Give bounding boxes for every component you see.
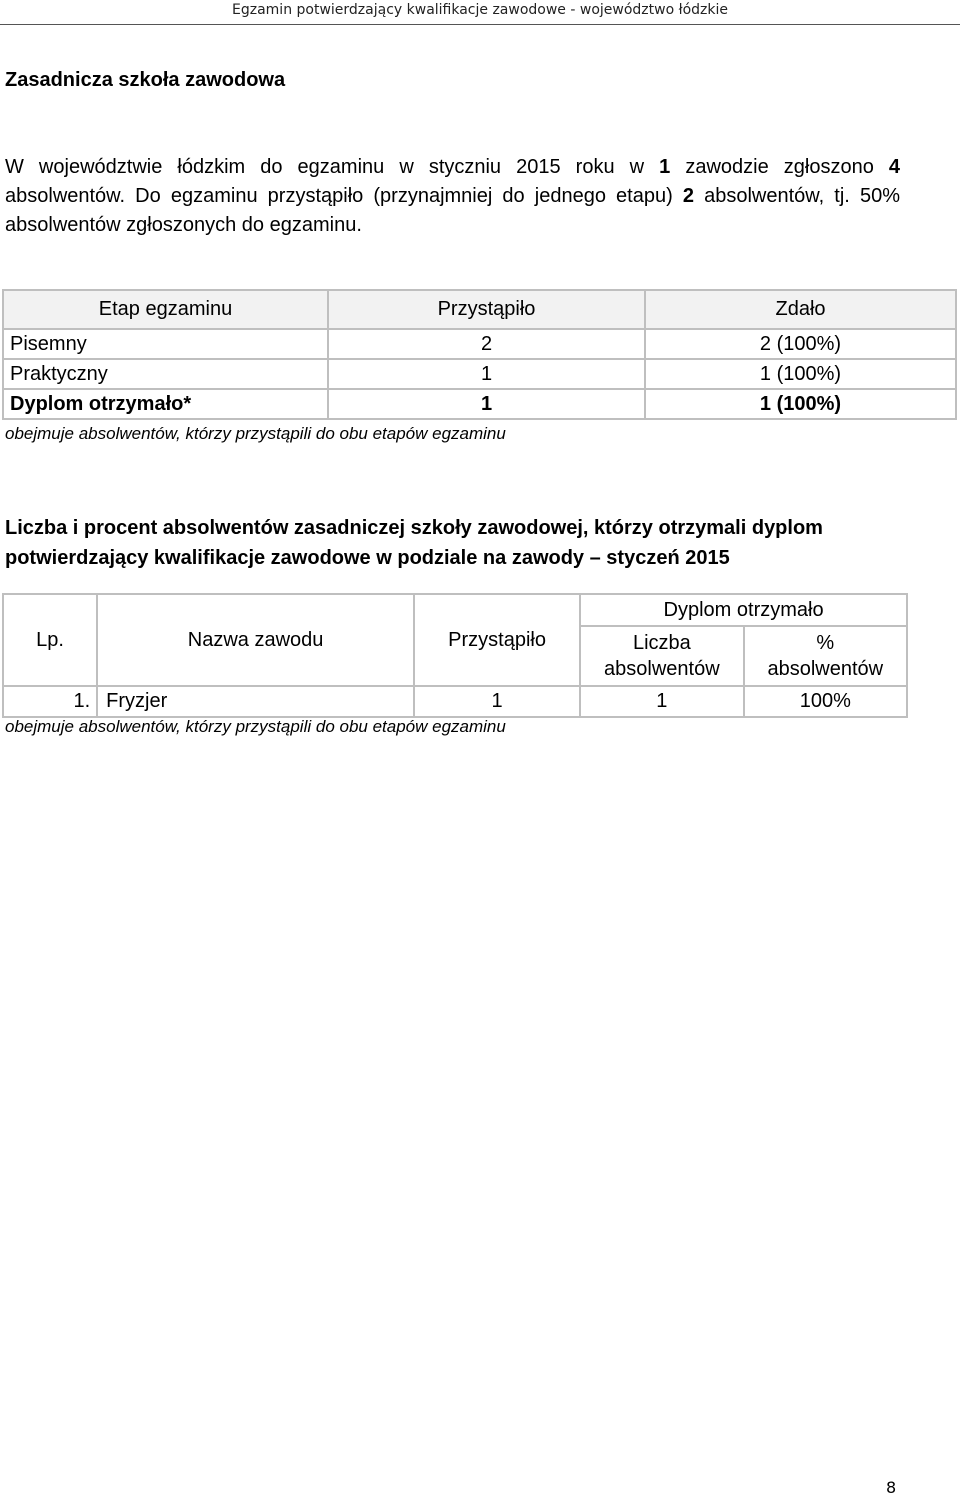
table-row (3, 329, 956, 359)
header-liczba-absolwentow (580, 626, 743, 686)
header-przystapilo: Przystąpiło (414, 594, 580, 686)
intro-text-3: absolwentów. Do egzaminu przystąpiło (przynajmniej do jednego etapu) (5, 185, 683, 207)
cell-diploma-count: 1 (580, 686, 743, 717)
cell-total-participated: 1 (328, 389, 645, 419)
cell-participated: 2 (328, 329, 645, 359)
cell-participated: 1 (328, 359, 645, 389)
intro-paragraph (5, 153, 900, 240)
section-title: Zasadnicza szkoła zawodowa (5, 69, 286, 91)
cell-lp: 1. (3, 686, 97, 717)
cell-stage: Pisemny (3, 329, 328, 359)
intro-bold-count-professions: 1 (659, 156, 671, 178)
table1-footnote: obejmuje absolwentów, którzy przystąpili do obu etapów egzaminu (5, 424, 506, 443)
table-header-row (3, 290, 956, 329)
cell-diploma-percent: 100% (744, 686, 907, 717)
header-procent-line2: absolwentów (767, 658, 884, 680)
intro-text-1: W województwie łódzkim do egzaminu w styczniu 2015 roku w (5, 156, 660, 178)
header-nazwa-zawodu: Nazwa zawodu (97, 594, 414, 686)
profession-table (2, 593, 908, 718)
header-etap: Etap egzaminu (3, 290, 328, 329)
cell-total-label: Dyplom otrzymało* (3, 389, 328, 419)
header-zdalo: Zdało (645, 290, 956, 329)
header-procent-absolwentow (744, 626, 907, 686)
table-row (3, 359, 956, 389)
header-dyplom-otrzymalo: Dyplom otrzymało (580, 594, 907, 626)
header-lp: Lp. (3, 594, 97, 686)
exam-stage-table (2, 289, 957, 420)
cell-total-passed: 1 (100%) (645, 389, 956, 419)
table2-caption: Liczba i procent absolwentów zasadniczej szkoły zawodowej, którzy otrzymali dyplom potwierdzający kwalifikacje zawodowe w podziale na zawody – styczeń 2015 (5, 517, 823, 569)
intro-text-2: zawodzie zgłoszono (670, 156, 889, 178)
intro-text-4: absolwentów, tj. 50% absolwentów zgłoszonych do egzaminu. (5, 185, 900, 236)
table-row (3, 686, 907, 717)
header-rule (0, 24, 960, 25)
header-liczba-line2: absolwentów (604, 658, 720, 680)
intro-bold-count-registered: 4 (888, 156, 901, 178)
cell-passed: 2 (100%) (645, 329, 956, 359)
table-total-row (3, 389, 956, 419)
cell-stage: Praktyczny (3, 359, 328, 389)
intro-bold-count-participated: 2 (682, 185, 694, 207)
cell-passed: 1 (100%) (645, 359, 956, 389)
header-liczba-line1: Liczba (632, 632, 691, 654)
cell-profession-name: Fryzjer (97, 686, 414, 717)
header-przystapilo: Przystąpiło (328, 290, 645, 329)
table-header-row (3, 594, 907, 626)
header-procent-line1: % (816, 632, 835, 654)
page-number: 8 (886, 1478, 897, 1497)
cell-participated: 1 (414, 686, 580, 717)
table2-footnote: obejmuje absolwentów, którzy przystąpili do obu etapów egzaminu (5, 717, 506, 736)
running-header: Egzamin potwierdzający kwalifikacje zawodowe - województwo łódzkie (232, 2, 728, 18)
